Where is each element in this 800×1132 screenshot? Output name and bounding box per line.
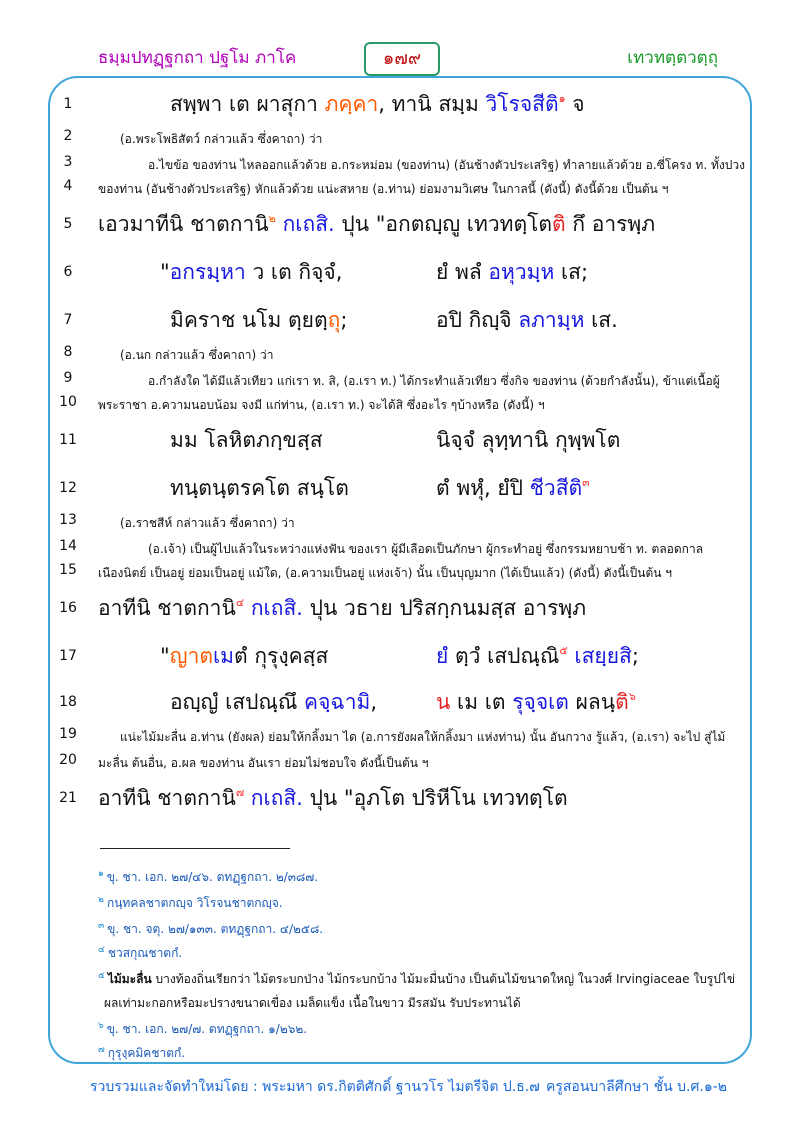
verse-text: , <box>370 690 378 714</box>
line-number: 9 <box>63 370 73 386</box>
footnote-marker: ๖ <box>98 1021 104 1031</box>
translation-line-19: แน่ะไม้มะลื่น อ.ท่าน (ยังผล) ย่อมให้กลิ้งมา ได (อ.การยังผลให้กลิ้งมา แห่งท่าน) นั้น อันกวาง รู้แล้ว, (อ.เรา) จะไป สู่ไม้ <box>120 730 726 744</box>
line-number: 2 <box>63 128 73 144</box>
verse-text: ; <box>631 644 639 668</box>
footnote-ref: ๖ <box>628 690 636 703</box>
translation-line-20: มะลื่น ต้นอื่น, อ.ผล ของท่าน อันเรา ย่อมไม่ชอบใจ ดังนี้เป็นต้น ฯ <box>98 756 429 770</box>
header-chapter-title: เทวทตฺตวตฺถุ <box>627 48 718 68</box>
line-number: 19 <box>59 726 77 742</box>
pali-text: อาทีนิ ชาตกานิ <box>98 596 236 620</box>
translation-line-13: (อ.ราชสีห์ กล่าวแล้ว ซึ่งคาถา) ว่า <box>120 516 295 530</box>
line-number: 5 <box>63 216 73 232</box>
verse-line-11b: นิจฺจํ ลุทฺทานิ กุพฺพโต <box>436 428 621 452</box>
footnote-2 <box>98 894 283 913</box>
verse-highlight: วิโรจสีติ <box>485 92 559 116</box>
footnote-marker: ๒ <box>98 895 104 905</box>
footer-course: ครูสอนบาลีศึกษา ชั้น บ.ศ.๑-๒ <box>546 1079 728 1095</box>
footnote-term: ไม้มะลื่น <box>107 972 152 986</box>
verse-line-11a: มม โลหิตภกฺขสฺส <box>170 428 323 452</box>
verse-line-18b <box>436 686 636 719</box>
translation-line-15: เนืองนิตย์ เป็นอยู่ ย่อมเป็นอยู่ แม้ใด, (อ.ความเป็นอยู่ แห่งเจ้า) นั้น เป็นบุญมาก (ได้เป็นแล้ว) (ดังนี้) ดังนี้เป็นต้น ฯ <box>98 566 673 580</box>
footnote-ref: ๑ <box>558 92 566 105</box>
verse-text: " <box>160 260 170 284</box>
line-number: 12 <box>59 480 77 496</box>
verse-highlight: ถุ <box>327 308 341 332</box>
footnote-3 <box>98 920 323 939</box>
translation-line-2: (อ.พระโพธิสัตว์ กล่าวแล้ว ซึ่งคาถา) ว่า <box>120 132 323 146</box>
pali-highlight: กเถสิ. <box>244 596 303 620</box>
translation-line-14: (อ.เจ้า) เป็นผู้ไปแล้วในระหว่างแห่งฟัน ของเรา ผู้มีเลือดเป็นภักษา ผู้กระทำอยู่ ซึ่งกรรมหยาบช้า ท. ตลอดกาล <box>148 542 704 556</box>
pali-highlight: ติ <box>552 212 566 236</box>
footnote-text: ชวสกุณชาตกํ. <box>107 946 183 960</box>
line-number: 3 <box>63 154 73 170</box>
pali-text: เอวมาทีนิ ชาตกานิ <box>98 212 269 236</box>
line-number: 1 <box>63 96 73 112</box>
verse-line-7b <box>436 304 618 337</box>
footnote-ref: ๔ <box>235 596 245 609</box>
line-number: 18 <box>59 694 77 710</box>
pali-highlight: กเถสิ. <box>275 212 335 236</box>
translation-line-10: พระราชา อ.ความนอบน้อม จงมี แก่ท่าน, (อ.เรา ท.) จะได้สิ ซึ่งอะไร ๆบ้างหรือ (ดังนี้) ฯ <box>98 398 545 412</box>
pali-text: กึ อารพฺภ <box>565 212 656 236</box>
verse-text: , ทานิ สมฺม <box>378 92 486 116</box>
verse-text: อปิ กิญฺจิ <box>436 308 519 332</box>
verse-line-17a <box>160 640 328 673</box>
verse-highlight: ติ <box>615 690 629 714</box>
verse-text: ตํ พหุํ, ยํปิ <box>436 476 530 500</box>
pali-text: อาทีนิ ชาตกานิ <box>98 786 236 810</box>
verse-line-17b <box>436 640 639 673</box>
footer-author: รวบรวมและจัดทำใหม่โดย : พระมหา ดร.กิตติศักดิ์ ฐานวโร ไมตรีจิต ป.ธ.๗ <box>90 1079 540 1095</box>
footnote-marker: ๕ <box>98 971 105 981</box>
verse-highlight: เสยฺยสิ <box>567 644 632 668</box>
line-number: 15 <box>59 562 77 578</box>
pali-highlight: กเถสิ. <box>244 786 303 810</box>
verse-line-6b <box>436 256 588 289</box>
line-number: 17 <box>59 648 77 664</box>
line-number: 20 <box>59 752 77 768</box>
footnote-marker: ๗ <box>98 1045 105 1055</box>
verse-text: ; <box>340 308 348 332</box>
verse-text: ตํ กุรุงฺคสฺส <box>234 644 329 668</box>
translation-line-9: อ.กำลังใด ได้มีแล้วเทียว แก่เรา ท. สิ, (อ.เรา ท.) ได้กระทำแล้วเทียว ซึ่งกิจ ของท่าน (ด้วยกำลังนั้น), ข้าแต่เนื้อผู้ <box>148 374 720 388</box>
verse-text: ว เต กิจฺจํ, <box>245 260 343 284</box>
line-number: 10 <box>59 394 77 410</box>
line-number: 13 <box>59 512 77 528</box>
verse-text: เส. <box>584 308 618 332</box>
verse-highlight: คจฺฉามิ <box>304 690 371 714</box>
footnote-text: ขุ. ชา. เอก. ๒๗/๗. ตทฏฺฐกถา. ๑/๒๖๒. <box>106 1022 308 1036</box>
verse-text: สพฺพา เต ผาสุกา <box>170 92 325 116</box>
footnote-text: บางท้องถิ่นเรียกว่า ไม้ตระบกป่าง ไม้กระบกบ้าง ไม้มะมื่นบ้าง เป็นต้นไม้ขนาดใหญ่ ในวงศ์ Irvingiaceae ใบรูปไข่ <box>151 972 736 986</box>
verse-text: ผลนฺ <box>568 690 616 714</box>
footnote-marker: ๑ <box>98 869 104 879</box>
header-page-number: ๑๗๙ <box>364 42 440 76</box>
line-number: 11 <box>59 432 77 448</box>
line-number: 8 <box>63 344 73 360</box>
verse-highlight: อกรมฺหา <box>169 260 246 284</box>
pali-text: ปุน "อุภโต ปริหีโน เทวทตฺโต <box>302 786 568 810</box>
line-number: 4 <box>63 178 73 194</box>
footnote-text: กนฺทคลชาตกญฺจ วิโรจนชาตกญฺจ. <box>106 896 283 910</box>
verse-highlight: รุจฺจเต <box>512 690 569 714</box>
verse-highlight: ลภามฺห <box>518 308 585 332</box>
verse-text: เส; <box>554 260 589 284</box>
footnote-7 <box>98 1044 185 1063</box>
line-number: 7 <box>63 312 73 328</box>
translation-line-3: อ.ไขข้อ ของท่าน ไหลออกแล้วด้วย อ.กระหม่อม (ของท่าน) (อันช้างตัวประเสริฐ) ทำลายแล้วด้วย อ.ซี่โครง ท. ทั้งปวง <box>148 158 745 172</box>
pali-text: ปุน "อกตญฺญู เทวทตฺโต <box>334 212 553 236</box>
verse-highlight: ญาต <box>169 644 213 668</box>
footnote-text: กุรุงฺคมิคชาตกํ. <box>107 1046 186 1060</box>
verse-highlight: ภคฺคา <box>324 92 379 116</box>
translation-line-8: (อ.นก กล่าวแล้ว ซึ่งคาถา) ว่า <box>120 348 274 362</box>
line-number: 6 <box>63 264 73 280</box>
verse-highlight: เม <box>213 644 235 668</box>
verse-text: อญฺญํ เสปณฺณึ <box>170 690 305 714</box>
pali-text: ปุน วธาย ปริสกฺกนมสฺส อารพฺภ <box>302 596 587 620</box>
footnote-5 <box>98 970 735 989</box>
line-number: 16 <box>59 600 77 616</box>
verse-text: ตฺวํ เสปณฺณิ <box>448 644 560 668</box>
verse-line-1 <box>170 88 585 121</box>
footnote-ref: ๓ <box>582 476 590 489</box>
verse-text: จ <box>565 92 585 116</box>
footnote-ref: ๕ <box>559 644 568 657</box>
verse-line-7a <box>170 304 347 337</box>
verse-text: เม เต <box>450 690 513 714</box>
verse-line-18a <box>170 686 377 719</box>
header-book-title: ธมฺมปทฏฺฐกถา ปฐโม ภาโค <box>98 48 297 68</box>
footnote-divider <box>100 848 290 849</box>
pali-line-5 <box>98 208 655 241</box>
verse-highlight: อหุวมฺห <box>488 260 555 284</box>
line-number: 14 <box>59 538 77 554</box>
footnote-marker: ๔ <box>98 945 105 955</box>
footnote-ref: ๒ <box>268 212 276 225</box>
footnote-5-cont: ผลเท่ามะกอกหรือมะปรางขนาดเขื่อง เมล็ดแข็ง เนื้อในขาว มีรสมัน รับประทานได้ <box>104 996 521 1010</box>
translation-line-4: ของท่าน (อันช้างตัวประเสริฐ) หักแล้วด้วย แน่ะสหาย (อ.ท่าน) ย่อมงามวิเศษ ในกาลนี้ (ดังนี้) ดังนี้ด้วย เป็นต้น ฯ <box>98 182 669 196</box>
verse-highlight: ยํ <box>436 644 449 668</box>
footnote-1 <box>98 868 318 887</box>
verse-highlight: ชีวสีติ <box>529 476 583 500</box>
footnote-marker: ๓ <box>98 921 105 931</box>
pali-line-16 <box>98 592 586 625</box>
verse-text: ยํ พลํ <box>436 260 489 284</box>
verse-highlight: น <box>436 690 451 714</box>
footnote-6 <box>98 1020 307 1039</box>
line-number: 21 <box>59 790 77 806</box>
verse-text: มิคราช นโม ตฺยตฺ <box>170 308 328 332</box>
verse-line-12b <box>436 472 590 505</box>
footnote-4 <box>98 944 182 963</box>
verse-text: " <box>160 644 170 668</box>
footnote-text: ขุ. ชา. เอก. ๒๗/๔๖. ตทฏฺฐกถา. ๒/๓๘๗. <box>106 870 319 884</box>
footnote-ref: ๗ <box>235 786 245 799</box>
verse-line-12a: ทนฺตนฺตรคโต สนฺโต <box>170 476 349 500</box>
page-footer <box>90 1076 728 1098</box>
pali-line-21 <box>98 782 568 815</box>
footnote-text: ขุ. ชา. จตุ. ๒๗/๑๓๓. ตทฏฺฐกถา. ๔/๒๕๘. <box>107 922 324 936</box>
verse-line-6a <box>160 256 342 289</box>
